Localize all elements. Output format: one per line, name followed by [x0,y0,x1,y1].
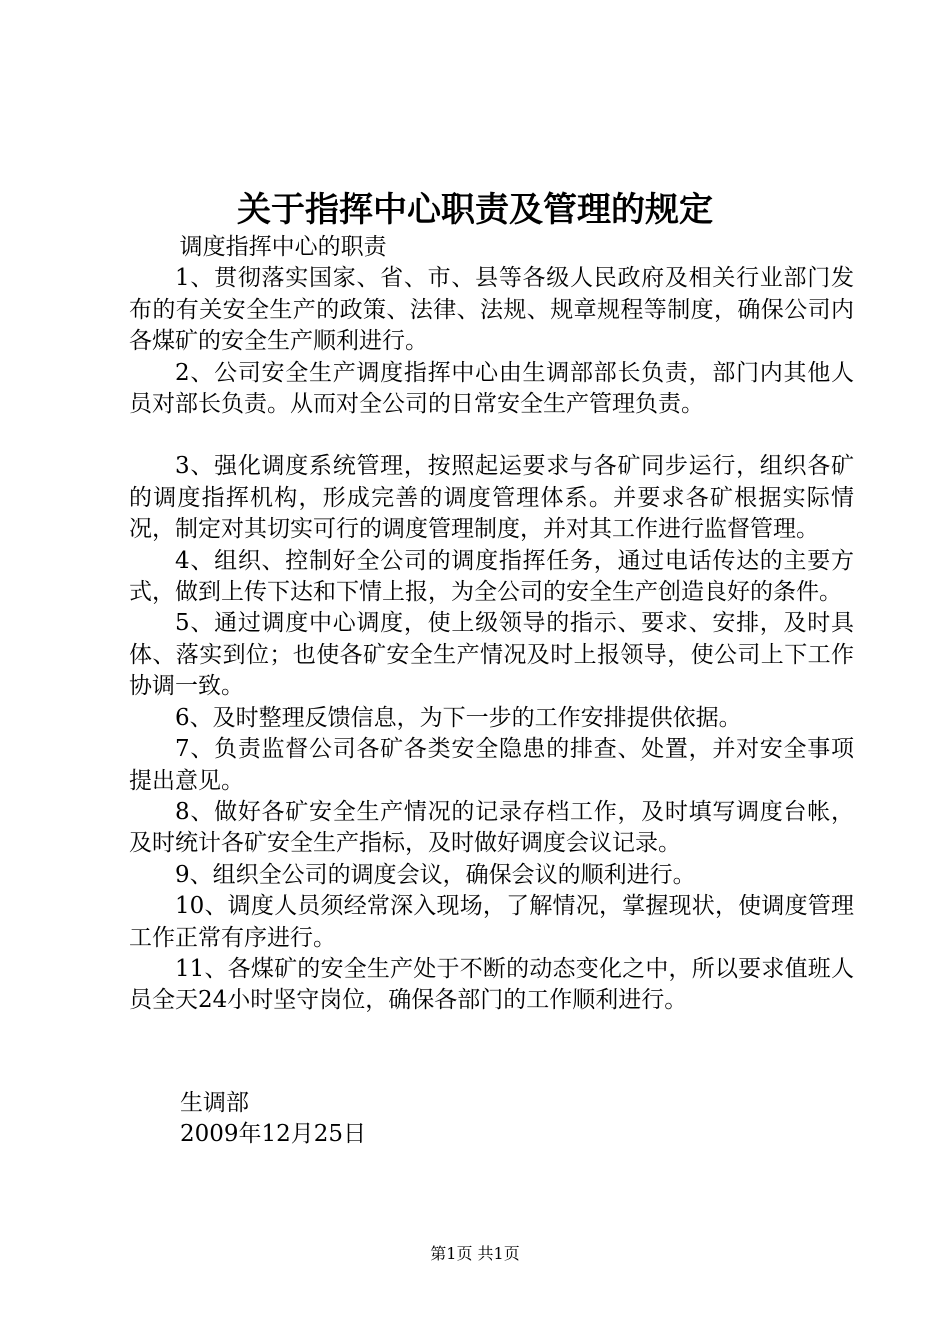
paragraph-item-4: 4、组织、控制好全公司的调度指挥任务，通过电话传达的主要方式，做到上传下达和下情上报，为全公司的安全生产创造良好的条件。 [129,547,854,606]
document-body [129,232,854,1017]
paragraph-item-1: 1、贯彻落实国家、省、市、县等各级人民政府及相关行业部门发布的有关安全生产的政策、法律、法规、规章规程等制度，确保公司内各煤矿的安全生产顺利进行。 [129,265,854,355]
paragraph-item-7: 7、负责监督公司各矿各类安全隐患的排查、处置，并对安全事项提出意见。 [129,736,854,794]
paragraph-item-10: 10、调度人员须经常深入现场，了解情况，掌握现状，使调度管理工作正常有序进行。 [129,893,854,951]
paragraph-item-6: 6、及时整理反馈信息，为下一步的工作安排提供依据。 [175,704,742,731]
paragraph-item-8: 8、做好各矿安全生产情况的记录存档工作，及时填写调度台帐，及时统计各矿安全生产指标，及时做好调度会议记录。 [129,798,854,857]
signature-block [180,1088,366,1151]
signature-department: 生调部 [180,1090,249,1116]
paragraph-item-2: 2、公司安全生产调度指挥中心由生调部部长负责，部门内其他人员对部长负责。从而对全公司的日常安全生产管理负责。 [129,359,854,418]
page-footer: 第1页 共1页 [430,1244,520,1263]
signature-date: 2009年12月25日 [180,1121,367,1148]
paragraph-item-9: 9、组织全公司的调度会议，确保会议的顺利进行。 [175,861,696,888]
page-title: 关于指挥中心职责及管理的规定 [237,190,713,230]
section-heading: 调度指挥中心的职责 [179,234,387,260]
paragraph-item-5: 5、通过调度中心调度，使上级领导的指示、要求、安排，及时具体、落实到位；也使各矿安全生产情况及时上报领导，使公司上下工作协调一致。 [129,610,854,700]
paragraph-item-3: 3、强化调度系统管理，按照起运要求与各矿同步运行，组织各矿的调度指挥机构，形成完善的调度管理体系。并要求各矿根据实际情况，制定对其切实可行的调度管理制度，并对其工作进行监督管理。 [129,453,854,543]
paragraph-item-11: 11、各煤矿的安全生产处于不断的动态变化之中，所以要求值班人员全天24小时坚守岗位，确保各部门的工作顺利进行。 [129,955,854,1014]
